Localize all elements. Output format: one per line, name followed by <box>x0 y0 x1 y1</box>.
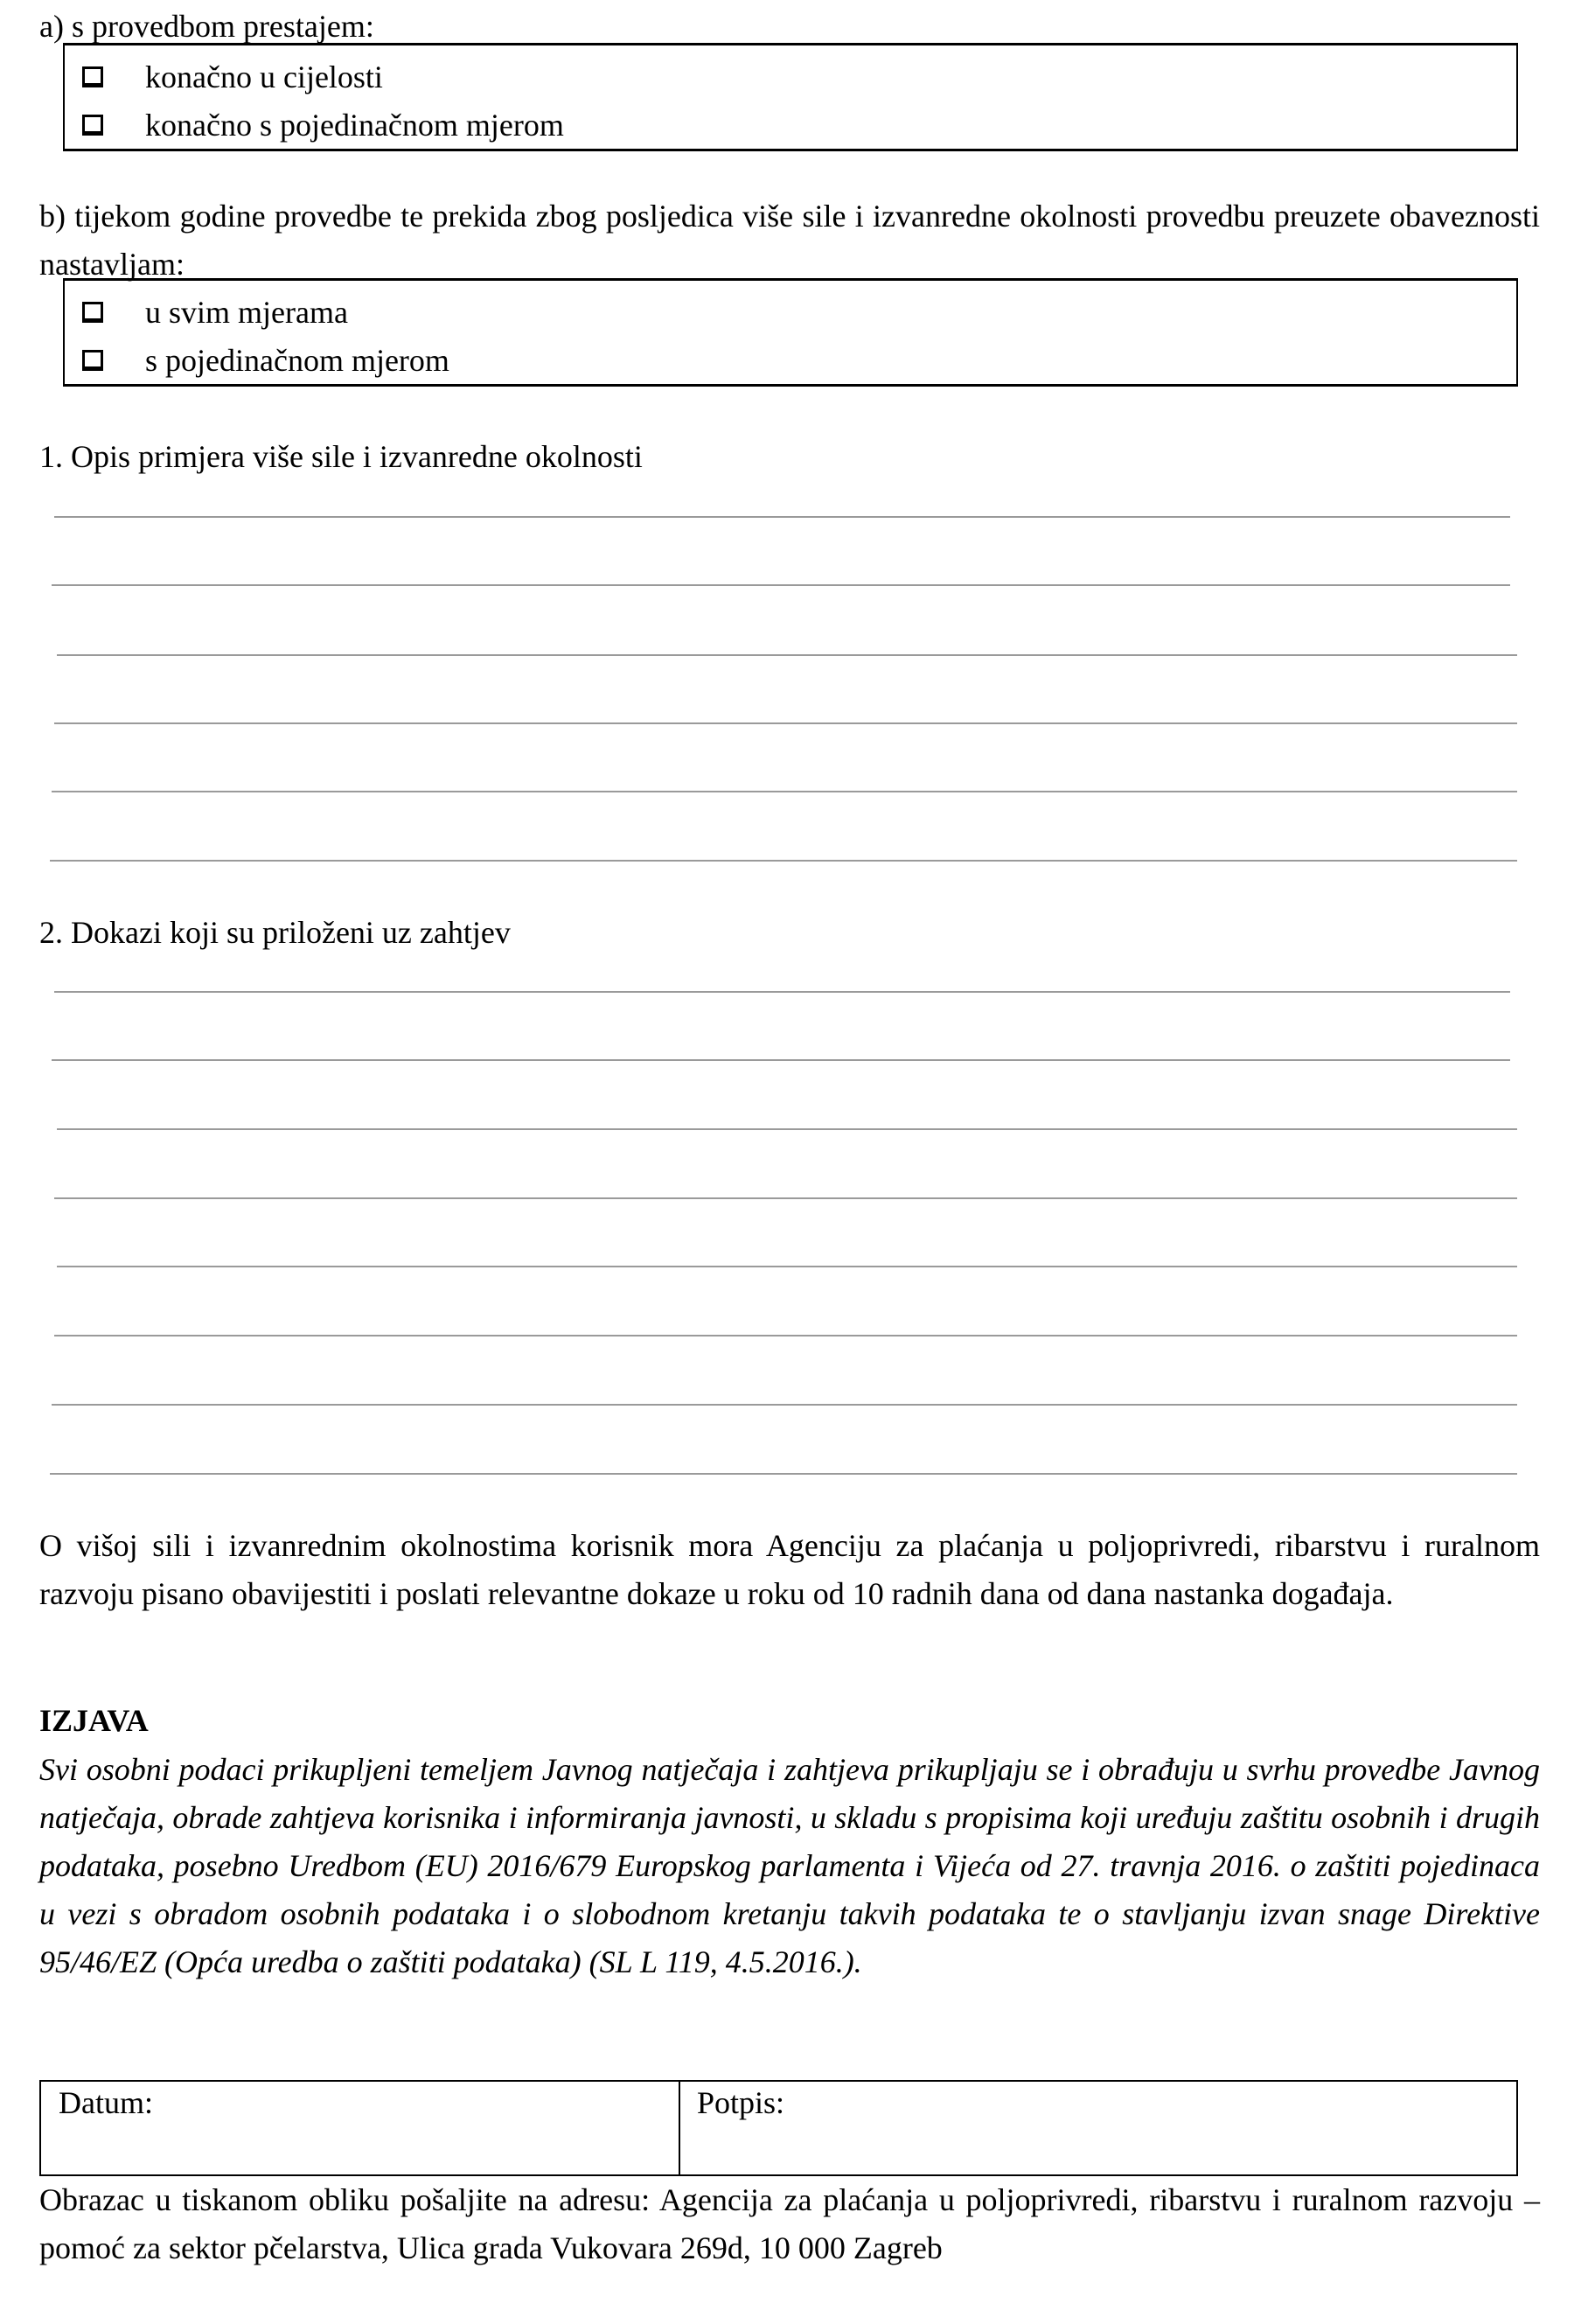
checkbox-icon[interactable] <box>82 115 103 136</box>
answer-line[interactable] <box>52 791 1517 792</box>
answer-line[interactable] <box>54 991 1510 993</box>
answer-line[interactable] <box>52 1059 1510 1061</box>
option-konacno-s-pojedinacnom-mjerom[interactable] <box>82 108 564 143</box>
question-2-label: 2. Dokazi koji su priloženi uz zahtjev <box>39 915 511 950</box>
section-b-options-box <box>63 278 1518 387</box>
option-s-pojedinacnom-mjerom[interactable] <box>82 343 449 378</box>
checkbox-icon[interactable] <box>82 350 103 371</box>
checkbox-icon[interactable] <box>82 302 103 323</box>
answer-line[interactable] <box>52 584 1510 586</box>
signature-table <box>39 2080 1518 2176</box>
answer-line[interactable] <box>54 1197 1517 1199</box>
question-1-label: 1. Opis primjera više sile i izvanredne okolnosti <box>39 439 643 474</box>
option-label: konačno u cijelosti <box>145 59 383 94</box>
signature-label: Potpis: <box>697 2085 785 2120</box>
answer-line[interactable] <box>54 516 1510 518</box>
option-label: s pojedinačnom mjerom <box>145 343 449 378</box>
section-a-options-box <box>63 43 1518 151</box>
answer-line[interactable] <box>52 1404 1517 1406</box>
option-u-svim-mjerama[interactable] <box>82 295 348 330</box>
footer-address: Obrazac u tiskanom obliku pošaljite na adresu: Agencija za plaćanja u poljoprivredi, ribarstvu i ruralnom razvoju – pomoć za sektor pčelarstva, Ulica grada Vukovara 269d, 10 000 Zagreb <box>39 2182 1540 2265</box>
statement-title: IZJAVA <box>39 1703 149 1738</box>
answer-line[interactable] <box>57 654 1517 656</box>
checkbox-icon[interactable] <box>82 66 103 87</box>
option-label: u svim mjerama <box>145 295 348 330</box>
answer-line[interactable] <box>57 1266 1517 1267</box>
date-label: Datum: <box>59 2085 153 2120</box>
section-b-label: b) tijekom godine provedbe te prekida zbog posljedica više sile i izvanredne okolnosti provedbu preuzete obaveznosti nastavljam: <box>39 199 1540 282</box>
option-konacno-u-cijelosti[interactable] <box>82 59 383 94</box>
answer-line[interactable] <box>50 1473 1517 1475</box>
statement-text: Svi osobni podaci prikupljeni temeljem Javnog natječaja i zahtjeva prikupljaju se i obrađuju u svrhu provedbe Javnog natječaja, obrade zahtjeva korisnika i informiranja javnosti, u skladu s propisima koji uređuju zaštitu osobnih i drugih podataka, posebno Uredbom (EU) 2016/679 Europskog parlamenta i Vijeća od 27. travnja 2016. o zaštiti pojedinaca u vezi s obradom osobnih podataka i o slobodnom kretanju takvih podataka te o stavljanju izvan snage Direktive 95/46/EZ (Opća uredba o zaštiti podataka) (SL L 119, 4.5.2016.). <box>39 1752 1540 1979</box>
date-field[interactable] <box>41 2082 680 2174</box>
answer-line[interactable] <box>54 1335 1517 1336</box>
section-a-label: a) s provedbom prestajem: <box>39 9 374 44</box>
answer-line[interactable] <box>54 722 1517 724</box>
notice-paragraph: O višoj sili i izvanrednim okolnostima korisnik mora Agenciju za plaćanja u poljoprivredi, ribarstvu i ruralnom razvoju pisano obavijestiti i poslati relevantne dokaze u roku od 10 radnih dana od dana nastanka događaja. <box>39 1528 1540 1611</box>
answer-line[interactable] <box>57 1128 1517 1130</box>
option-label: konačno s pojedinačnom mjerom <box>145 108 564 143</box>
answer-line[interactable] <box>50 860 1517 862</box>
signature-field[interactable] <box>680 2082 1516 2174</box>
